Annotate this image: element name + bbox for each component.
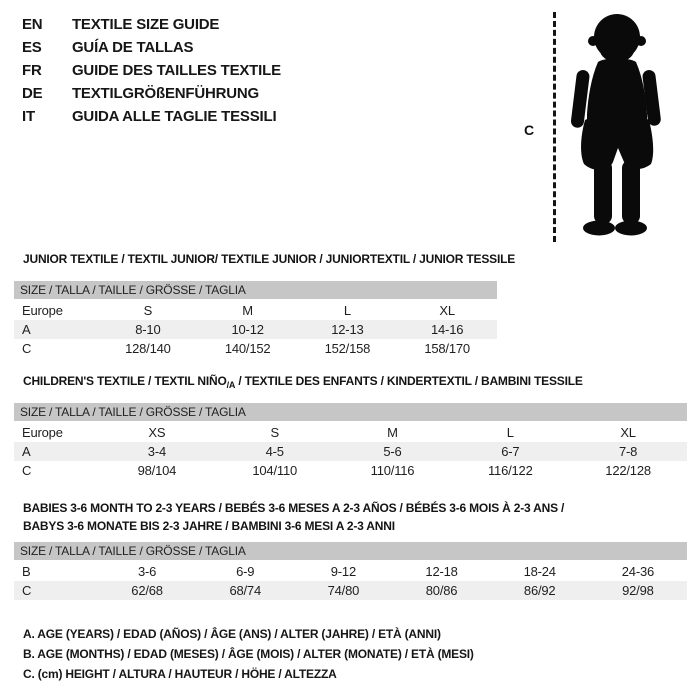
size-cell: 18-24 (523, 564, 556, 579)
size-header-bar: SIZE / TALLA / TAILLE / GRÖSSE / TAGLIA (14, 542, 687, 560)
table-row-europe (14, 423, 687, 442)
children-title-suffix: / TEXTILE DES ENFANTS / KINDERTEXTIL / BAMBINI TESSILE (235, 374, 583, 388)
height-measure-dashed-line (553, 12, 556, 242)
lang-code: IT (22, 108, 35, 125)
lang-row-fr (22, 59, 281, 82)
lang-row-es (22, 36, 281, 59)
children-table-block (14, 403, 687, 480)
lang-label: TEXTILGRÖßENFÜHRUNG (71, 85, 259, 102)
size-cell: 104/110 (252, 463, 298, 478)
size-cell: 8-10 (98, 320, 198, 339)
size-cell: 140/152 (224, 341, 271, 356)
lang-code: ES (22, 39, 42, 56)
children-title-prefix: CHILDREN'S TEXTILE / TEXTIL NIÑO (23, 374, 227, 388)
babies-section-title (23, 499, 564, 535)
language-list (22, 13, 281, 128)
size-cell: S (143, 303, 153, 318)
size-cell: 4-5 (216, 442, 334, 461)
size-cell: 12-18 (425, 564, 458, 579)
babies-table-block (14, 542, 687, 600)
children-size-table (14, 423, 687, 480)
table-row-height (14, 581, 687, 600)
lang-code: EN (22, 16, 43, 33)
row-label-cell: Europe (22, 303, 63, 318)
footnotes (23, 624, 474, 684)
size-cell: 158/170 (424, 341, 470, 356)
table-row-age (14, 320, 497, 339)
lang-code: FR (22, 62, 42, 79)
size-cell: 116/122 (487, 463, 533, 478)
size-cell: 5-6 (334, 442, 452, 461)
junior-section-title: JUNIOR TEXTILE / TEXTIL JUNIOR/ TEXTILE JUNIOR / JUNIORTEXTIL / JUNIOR TESSILE (23, 252, 516, 266)
size-cell: 74/80 (294, 581, 392, 600)
size-cell: 128/140 (125, 341, 171, 356)
size-cell: 9-12 (330, 564, 356, 579)
row-label-cell: A (14, 442, 98, 461)
size-header-bar: SIZE / TALLA / TAILLE / GRÖSSE / TAGLIA (14, 403, 687, 421)
lang-row-de (22, 82, 281, 105)
size-cell: 7-8 (569, 442, 687, 461)
toddler-silhouette-icon (565, 10, 667, 246)
table-row-age (14, 442, 687, 461)
measure-figure (520, 6, 700, 250)
footnote-b: B. AGE (MONTHS) / EDAD (MESES) / ÂGE (MOIS) / ALTER (MONATE) / ETÀ (MESI) (23, 647, 474, 661)
size-cell: 68/74 (196, 581, 294, 600)
size-cell: 24-36 (621, 564, 655, 579)
size-cell: XL (439, 303, 455, 318)
size-cell: S (270, 425, 279, 440)
row-label-cell: Europe (22, 425, 63, 440)
children-title-sub: /A (226, 380, 236, 390)
size-cell: 6-7 (451, 442, 569, 461)
row-label-cell: C (14, 581, 98, 600)
row-label-cell: A (14, 320, 98, 339)
lang-label: TEXTILE SIZE GUIDE (71, 16, 220, 33)
babies-title-line2: BABYS 3-6 MONATE BIS 2-3 JAHRE / BAMBINI 3-6 MESI A 2-3 ANNI (23, 519, 395, 533)
row-label-cell: B (22, 564, 31, 579)
size-cell: 86/92 (491, 581, 589, 600)
size-cell: 98/104 (137, 463, 177, 478)
size-cell: L (343, 303, 351, 318)
row-label-cell: C (22, 463, 32, 478)
footnote-c: C. (cm) HEIGHT / ALTURA / HAUTEUR / HÖHE / ALTEZZA (23, 667, 337, 681)
lang-code: DE (22, 85, 43, 102)
table-row-height (14, 339, 497, 358)
size-cell: 6-9 (236, 564, 255, 579)
footnote-a: A. AGE (YEARS) / EDAD (AÑOS) / ÂGE (ANS) / ALTER (JAHRE) / ETÀ (ANNI) (23, 627, 441, 641)
size-cell: XS (148, 425, 166, 440)
size-cell: 110/116 (370, 463, 415, 478)
lang-label: GUIDE DES TAILLES TEXTILE (71, 62, 281, 79)
size-cell: 3-4 (98, 442, 216, 461)
junior-table-block (14, 281, 497, 358)
size-cell: L (506, 425, 514, 440)
size-cell: 62/68 (98, 581, 196, 600)
size-cell: 10-12 (198, 320, 298, 339)
lang-label: GUIDA ALLE TAGLIE TESSILI (71, 108, 277, 125)
lang-label: GUÍA DE TALLAS (71, 39, 194, 56)
size-cell: 122/128 (605, 463, 651, 478)
babies-size-table (14, 562, 687, 600)
size-cell: 3-6 (137, 564, 157, 579)
junior-size-table (14, 301, 497, 358)
lang-row-it (22, 105, 281, 128)
measure-label-c: C (524, 122, 534, 138)
table-row-height (14, 461, 687, 480)
table-row-europe (14, 301, 497, 320)
size-cell: M (242, 303, 253, 318)
size-cell: 152/158 (324, 341, 371, 356)
table-row-months (14, 562, 687, 581)
children-section-title (23, 372, 583, 394)
lang-row-en (22, 13, 281, 36)
row-label-cell: C (22, 341, 32, 356)
size-cell: XL (620, 425, 636, 440)
size-cell: 92/98 (589, 581, 687, 600)
babies-title-line1: BABIES 3-6 MONTH TO 2-3 YEARS / BEBÉS 3-6 MESES A 2-3 AÑOS / BÉBÉS 3-6 MOIS À 2-3 ANS / (23, 501, 565, 515)
size-cell: 14-16 (397, 320, 497, 339)
size-cell: 80/86 (392, 581, 490, 600)
size-cell: M (387, 425, 398, 440)
size-header-bar: SIZE / TALLA / TAILLE / GRÖSSE / TAGLIA (14, 281, 497, 299)
size-cell: 12-13 (298, 320, 398, 339)
